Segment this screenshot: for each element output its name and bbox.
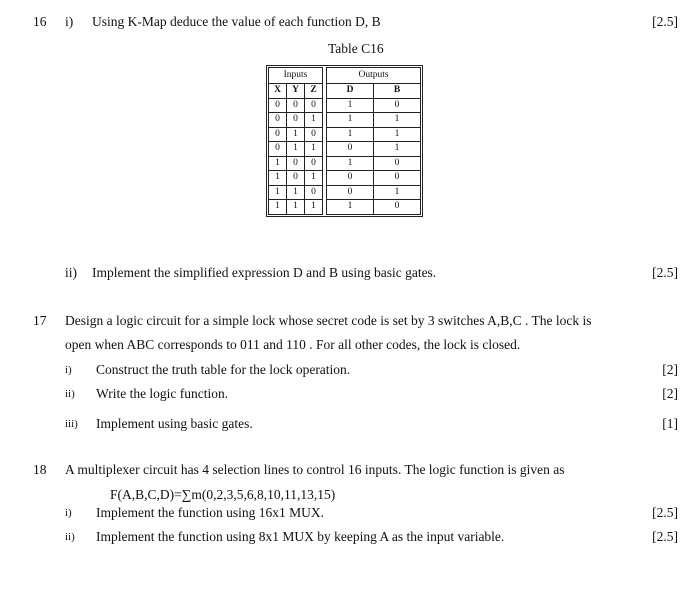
cell-x: 0 bbox=[269, 113, 287, 128]
cell-d: 0 bbox=[327, 171, 374, 186]
cell-z: 0 bbox=[305, 127, 323, 142]
question-17-part-i-text: Construct the truth table for the lock operation. bbox=[96, 362, 351, 377]
cell-b: 1 bbox=[374, 185, 421, 200]
cell-d: 1 bbox=[327, 113, 374, 128]
cell-b: 1 bbox=[374, 113, 421, 128]
cell-y: 1 bbox=[287, 127, 305, 142]
question-17-line-1: Design a logic circuit for a simple lock whose secret code is set by 3 switches A,B,C . The lock is bbox=[65, 313, 592, 328]
cell-b: 1 bbox=[374, 142, 421, 157]
question-18-line-1: A multiplexer circuit has 4 selection lines to control 16 inputs. The logic function is given as bbox=[65, 462, 565, 477]
table-caption: Table C16 bbox=[328, 41, 384, 56]
cell-y: 1 bbox=[287, 200, 305, 215]
truth-table bbox=[268, 67, 421, 215]
table-row bbox=[269, 142, 421, 157]
question-18-function: F(A,B,C,D)=∑m(0,2,3,5,6,8,10,11,13,15) bbox=[110, 487, 336, 502]
question-17-part-ii-text: Write the logic function. bbox=[96, 386, 229, 401]
cell-y: 0 bbox=[287, 171, 305, 186]
inputs-header: Inputs bbox=[269, 68, 323, 84]
cell-y: 1 bbox=[287, 185, 305, 200]
cell-d: 0 bbox=[327, 142, 374, 157]
cell-d: 0 bbox=[327, 185, 374, 200]
table-row bbox=[269, 185, 421, 200]
question-18-part-ii-label: ii) bbox=[65, 531, 75, 543]
cell-z: 0 bbox=[305, 185, 323, 200]
col-header-d: D bbox=[327, 84, 374, 99]
cell-x: 1 bbox=[269, 156, 287, 171]
cell-z: 0 bbox=[305, 156, 323, 171]
cell-d: 1 bbox=[327, 98, 374, 113]
question-17-part-i-label: i) bbox=[65, 364, 72, 376]
cell-b: 1 bbox=[374, 127, 421, 142]
cell-d: 1 bbox=[327, 156, 374, 171]
question-18-part-i-marks: [2.5] bbox=[652, 505, 678, 520]
question-17-line-2: open when ABC corresponds to 011 and 110 . For all other codes, the lock is closed. bbox=[65, 337, 521, 352]
outputs-header: Outputs bbox=[327, 68, 421, 84]
cell-b: 0 bbox=[374, 171, 421, 186]
cell-x: 0 bbox=[269, 142, 287, 157]
question-18-part-i-label: i) bbox=[65, 507, 72, 519]
cell-z: 1 bbox=[305, 200, 323, 215]
table-row bbox=[269, 98, 421, 113]
question-18-part-i-text: Implement the function using 16x1 MUX. bbox=[96, 505, 324, 520]
cell-y: 0 bbox=[287, 156, 305, 171]
question-18-part-ii-text: Implement the function using 8x1 MUX by keeping A as the input variable. bbox=[96, 529, 505, 544]
question-16-part-i-label: i) bbox=[65, 14, 74, 29]
cell-x: 1 bbox=[269, 185, 287, 200]
table-row bbox=[269, 171, 421, 186]
cell-y: 0 bbox=[287, 98, 305, 113]
question-16-part-ii-label: ii) bbox=[65, 265, 77, 280]
cell-x: 1 bbox=[269, 200, 287, 215]
cell-b: 0 bbox=[374, 200, 421, 215]
col-header-y: Y bbox=[287, 84, 305, 99]
question-17-part-i-marks: [2] bbox=[662, 362, 678, 377]
cell-z: 1 bbox=[305, 142, 323, 157]
table-row bbox=[269, 113, 421, 128]
table-row bbox=[269, 127, 421, 142]
table-row bbox=[269, 200, 421, 215]
cell-y: 0 bbox=[287, 113, 305, 128]
question-17-part-iii-text: Implement using basic gates. bbox=[96, 416, 253, 431]
cell-b: 0 bbox=[374, 156, 421, 171]
cell-b: 0 bbox=[374, 98, 421, 113]
table-row bbox=[269, 156, 421, 171]
question-17-part-iii-label: iii) bbox=[65, 418, 78, 430]
question-17-part-ii-marks: [2] bbox=[662, 386, 678, 401]
cell-z: 1 bbox=[305, 113, 323, 128]
question-16-part-i-text: Using K-Map deduce the value of each function D, B bbox=[92, 14, 381, 29]
col-header-z: Z bbox=[305, 84, 323, 99]
col-header-b: B bbox=[374, 84, 421, 99]
cell-d: 1 bbox=[327, 127, 374, 142]
cell-x: 0 bbox=[269, 98, 287, 113]
question-17-number: 17 bbox=[33, 313, 47, 328]
cell-x: 1 bbox=[269, 171, 287, 186]
cell-x: 0 bbox=[269, 127, 287, 142]
cell-y: 1 bbox=[287, 142, 305, 157]
question-17-part-iii-marks: [1] bbox=[662, 416, 678, 431]
cell-z: 0 bbox=[305, 98, 323, 113]
question-17-part-ii-label: ii) bbox=[65, 388, 75, 400]
cell-d: 1 bbox=[327, 200, 374, 215]
question-16-part-ii-text: Implement the simplified expression D and B using basic gates. bbox=[92, 265, 437, 280]
question-16-part-ii-marks: [2.5] bbox=[652, 265, 678, 280]
col-header-x: X bbox=[269, 84, 287, 99]
question-18-number: 18 bbox=[33, 462, 47, 477]
question-16-number: 16 bbox=[33, 14, 47, 29]
cell-z: 1 bbox=[305, 171, 323, 186]
question-18-part-ii-marks: [2.5] bbox=[652, 529, 678, 544]
question-16-part-i-marks: [2.5] bbox=[652, 14, 678, 29]
